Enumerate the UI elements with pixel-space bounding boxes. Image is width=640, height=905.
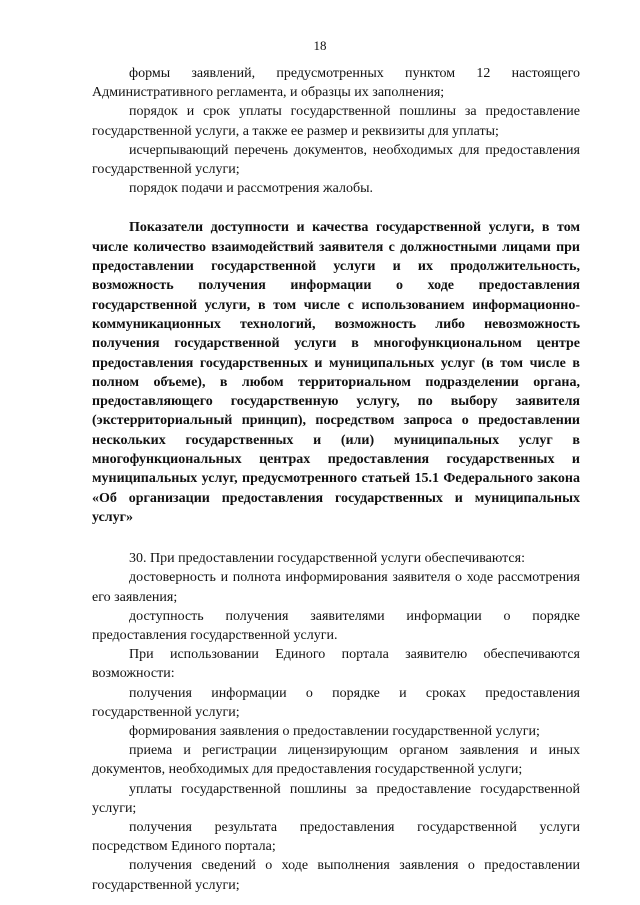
paragraph-portal: При использовании Единого портала заявителю обеспечиваются возможности:: [92, 647, 580, 682]
paragraph-payment: уплаты государственной пошлины за предоставление государственной услуги;: [92, 781, 580, 816]
paragraph-info: получения информации о порядке и сроках предоставления государственной услуги;: [92, 685, 580, 720]
paragraph-status: получения сведений о ходе выполнения заявления о предоставлении государственной услуги;: [92, 858, 580, 893]
paragraph-30: 30. При предоставлении государственной услуги обеспечиваются:: [129, 551, 525, 567]
paragraph-forms: формы заявлений, предусмотренных пунктом 12 настоящего Административного регламента, и образцы их заполнения;: [92, 66, 580, 101]
paragraph-reception: приема и регистрации лицензирующим органом заявления и иных документов, необходимых для предоставления государственной услуги;: [92, 743, 580, 778]
paragraph-complaints: порядок подачи и рассмотрения жалобы.: [129, 181, 374, 197]
paragraph-fee: порядок и срок уплаты государственной пошлины за предоставление государственной услуги, а также ее размер и реквизиты для уплаты;: [92, 104, 580, 139]
page-number: 18: [313, 38, 327, 53]
paragraph-documents: исчерпывающий перечень документов, необходимых для предоставления государственной услуги;: [92, 142, 580, 178]
paragraph-form-application: формирования заявления о предоставлении государственной услуги;: [129, 724, 540, 739]
paragraph-reliability: достоверность и полнота информирования заявителя о ходе рассмотрения его заявления;: [92, 570, 580, 605]
paragraph-result: получения результата предоставления государственной услуги посредством Единого портала;: [92, 820, 580, 855]
paragraph-availability: доступность получения заявителями информации о порядке предоставления государственной услуги.: [92, 608, 580, 643]
page-body: [92, 64, 580, 895]
section-heading: Показатели доступности и качества государственной услуги, в том числе количество взаимодействий заявителя с должностными лицами при предоставлении государственной услуги и их продолжительность, возможность получения информации о ходе предоставления государственной услуги, в том числе с использованием информационно-коммуникационных технологий, возможность либо невозможность получения государственной услуги в многофункциональном центре предоставления государственных и муниципальных услуг (в том числе в полном объеме), в любом территориальном подразделении органа, предоставляющего государственную услугу, по выбору заявителя (экстерриториальный принцип), посредством запроса о предоставлении нескольких государственных и (или) муниципальных услуг в многофункциональных центрах предоставления государственных и муниципальных услуг, предусмотренного статьей 15.1 Федерального закона «Об организации предоставления государственных и муниципальных услуг»: [92, 220, 580, 525]
